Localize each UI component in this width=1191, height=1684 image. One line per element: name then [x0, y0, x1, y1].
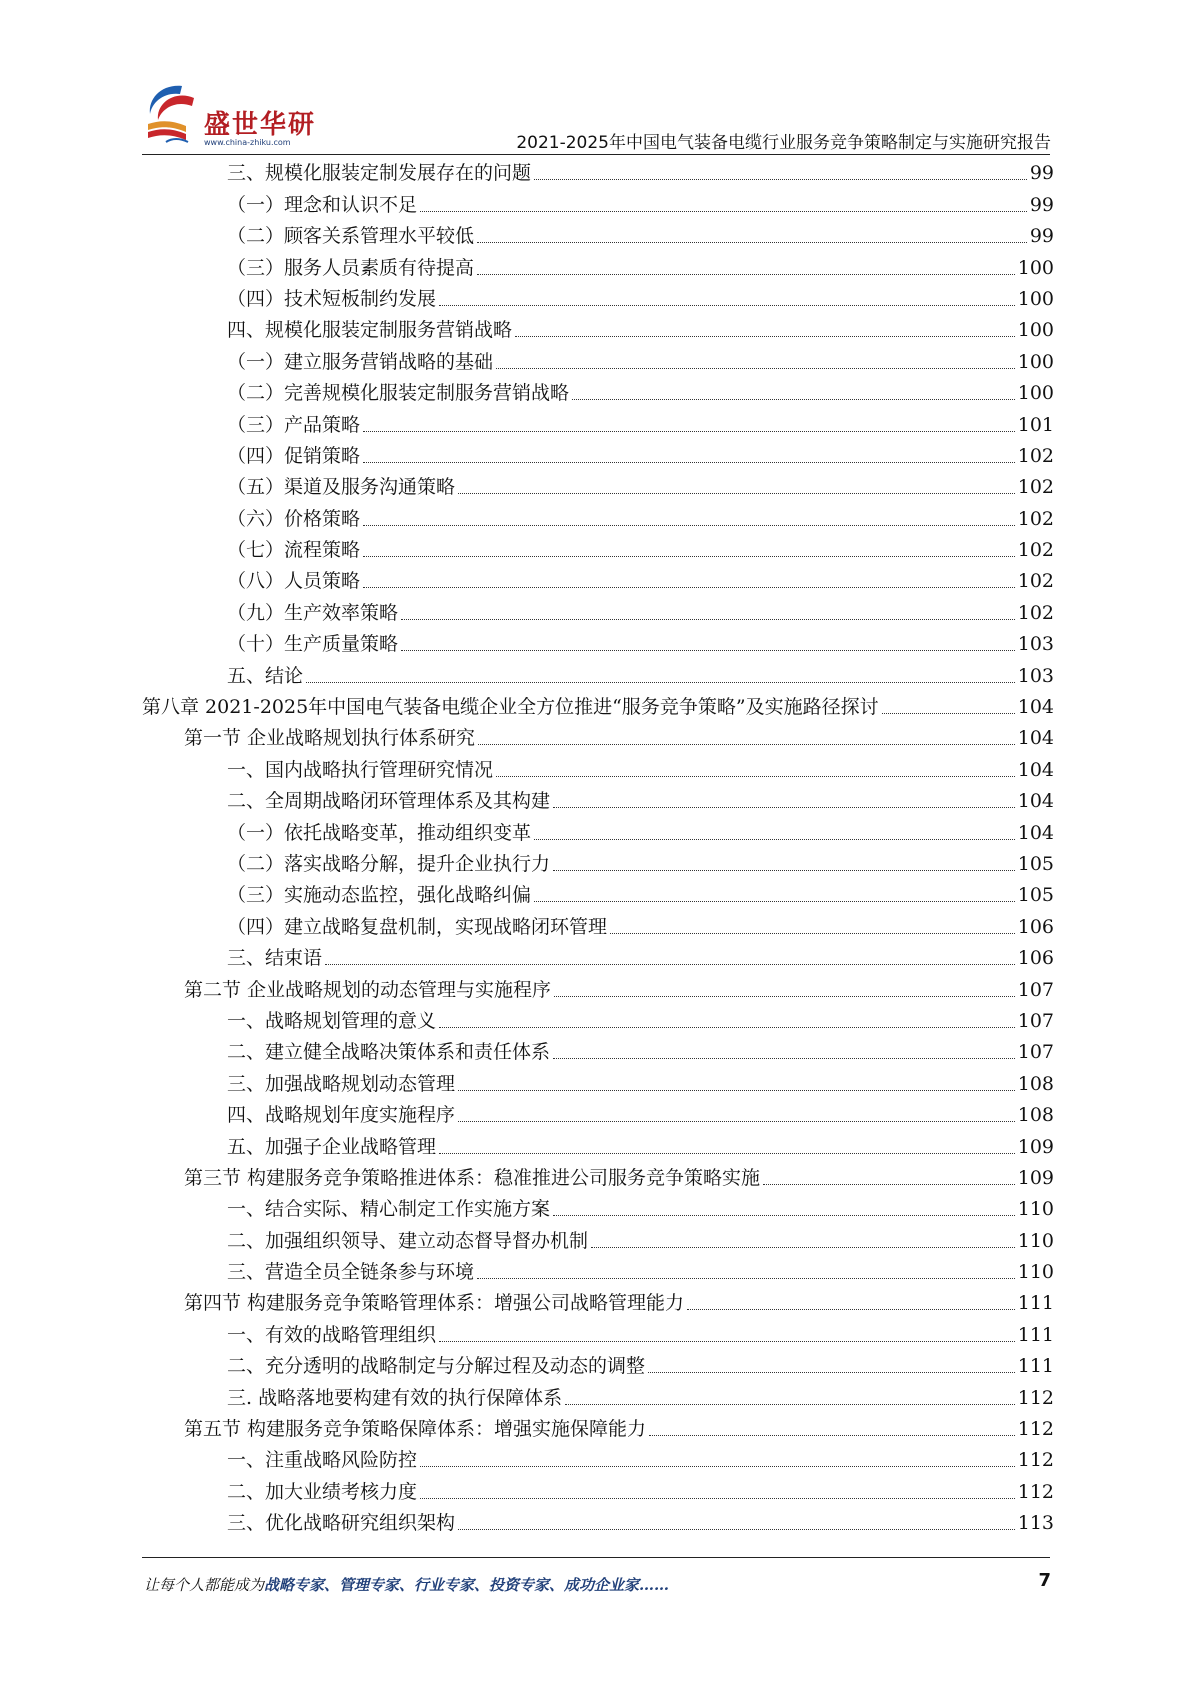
- toc-entry-label: 一、结合实际、精心制定工作实施方案: [227, 1198, 551, 1221]
- toc-entry-label: （二）顾客关系管理水平较低: [227, 225, 475, 248]
- toc-entry-label: 三、优化战略研究组织架构: [227, 1512, 456, 1535]
- toc-entry-page: 102: [1017, 444, 1054, 467]
- toc-dot-leader: [553, 807, 1015, 808]
- toc-entry[interactable]: [142, 221, 1054, 252]
- toc-entry-label: 二、全周期战略闭环管理体系及其构建: [227, 790, 551, 813]
- toc-entry-label: （一）理念和认识不足: [227, 193, 418, 216]
- toc-entry-page: 101: [1017, 413, 1054, 436]
- toc-entry-label: 第二节 企业战略规划的动态管理与实施程序: [184, 978, 552, 1001]
- toc-dot-leader: [477, 1278, 1015, 1279]
- toc-dot-leader: [553, 1215, 1015, 1216]
- toc-entry-page: 104: [1017, 758, 1054, 781]
- toc-entry-page: 112: [1017, 1480, 1054, 1503]
- toc-entry-page: 103: [1017, 664, 1054, 687]
- toc-entry[interactable]: [142, 786, 1054, 817]
- toc-entry-label: 四、战略规划年度实施程序: [227, 1104, 456, 1127]
- toc-entry[interactable]: [142, 1382, 1054, 1413]
- toc-dot-leader: [572, 399, 1015, 400]
- toc-entry[interactable]: [142, 817, 1054, 848]
- toc-dot-leader: [534, 839, 1015, 840]
- toc-entry-page: 103: [1017, 633, 1054, 656]
- toc-entry[interactable]: [142, 1414, 1054, 1445]
- toc-entry-page: 102: [1017, 601, 1054, 624]
- toc-entry-page: 104: [1017, 821, 1054, 844]
- toc-entry[interactable]: [142, 346, 1054, 377]
- toc-entry-label: 二、加大业绩考核力度: [227, 1480, 418, 1503]
- toc-entry[interactable]: [142, 1131, 1054, 1162]
- toc-entry-label: （三）产品策略: [227, 413, 361, 436]
- page-header: [0, 0, 1191, 153]
- toc-dot-leader: [363, 556, 1015, 557]
- toc-entry-label: （七）流程策略: [227, 539, 361, 562]
- toc-entry-page: 109: [1017, 1166, 1054, 1189]
- toc-entry-page: 110: [1017, 1261, 1054, 1284]
- toc-entry[interactable]: [142, 1445, 1054, 1476]
- toc-entry-label: 一、战略规划管理的意义: [227, 1009, 437, 1032]
- toc-entry[interactable]: [142, 974, 1054, 1005]
- toc-dot-leader: [420, 1498, 1015, 1499]
- toc-dot-leader: [458, 1090, 1015, 1091]
- footer-divider: [142, 1557, 1050, 1558]
- toc-entry[interactable]: [142, 535, 1054, 566]
- toc-entry-label: 五、结论: [227, 664, 304, 687]
- toc-entry-page: 104: [1017, 790, 1054, 813]
- toc-entry[interactable]: [142, 849, 1054, 880]
- toc-entry[interactable]: [142, 1006, 1054, 1037]
- toc-entry-label: （五）渠道及服务沟通策略: [227, 476, 456, 499]
- toc-entry[interactable]: [142, 1351, 1054, 1382]
- header-divider: [142, 154, 1050, 155]
- toc-entry-page: 99: [1029, 225, 1054, 248]
- toc-entry-label: （三）实施动态监控，强化战略纠偏: [227, 884, 532, 907]
- toc-dot-leader: [363, 462, 1015, 463]
- toc-entry-page: 111: [1017, 1355, 1054, 1378]
- report-title: 2021-2025年中国电气装备电缆行业服务竞争策略制定与实施研究报告: [516, 133, 1051, 153]
- footer-slogan-prefix: 让每个人都能成为: [144, 1576, 265, 1594]
- toc-dot-leader: [882, 713, 1015, 714]
- toc-dot-leader: [458, 1121, 1015, 1122]
- toc-entry[interactable]: [142, 597, 1054, 628]
- toc-dot-leader: [496, 776, 1015, 777]
- toc-entry-page: 100: [1017, 256, 1054, 279]
- toc-entry-label: 一、国内战略执行管理研究情况: [227, 758, 494, 781]
- toc-entry-label: （二）完善规模化服装定制服务营销战略: [227, 382, 570, 405]
- toc-entry-label: （九）生产效率策略: [227, 601, 399, 624]
- toc-entry-label: 第四节 构建服务竞争策略管理体系：增强公司战略管理能力: [184, 1292, 685, 1315]
- toc-entry-label: （八）人员策略: [227, 570, 361, 593]
- toc-dot-leader: [363, 431, 1015, 432]
- toc-entry[interactable]: [142, 284, 1054, 315]
- toc-entry-label: 二、加强组织领导、建立动态督导督办机制: [227, 1229, 589, 1252]
- toc-dot-leader: [458, 1529, 1015, 1530]
- toc-entry-label: 二、建立健全战略决策体系和责任体系: [227, 1041, 551, 1064]
- toc-entry[interactable]: [142, 723, 1054, 754]
- toc-entry-label: （六）价格策略: [227, 507, 361, 530]
- toc-entry-page: 105: [1017, 852, 1054, 875]
- toc-entry[interactable]: [142, 1288, 1054, 1319]
- toc-entry-page: 107: [1017, 1041, 1054, 1064]
- toc-entry-page: 99: [1029, 193, 1054, 216]
- toc-entry[interactable]: [142, 1476, 1054, 1507]
- toc-dot-leader: [477, 274, 1015, 275]
- toc-entry[interactable]: [142, 315, 1054, 346]
- toc-entry-label: 三、结束语: [227, 947, 323, 970]
- toc-entry-page: 108: [1017, 1104, 1054, 1127]
- footer-slogan: [144, 1574, 669, 1595]
- toc-entry-page: 107: [1017, 1009, 1054, 1032]
- toc-entry-label: （一）依托战略变革，推动组织变革: [227, 821, 532, 844]
- toc-entry-label: 三、营造全员全链条参与环境: [227, 1261, 475, 1284]
- company-logo: [142, 80, 317, 150]
- toc-dot-leader: [496, 368, 1015, 369]
- toc-entry[interactable]: [142, 189, 1054, 220]
- toc-dot-leader: [591, 1247, 1015, 1248]
- toc-dot-leader: [554, 996, 1015, 997]
- toc-entry-page: 100: [1017, 287, 1054, 310]
- toc-entry[interactable]: [142, 754, 1054, 785]
- toc-entry-page: 105: [1017, 884, 1054, 907]
- toc-entry-page: 112: [1017, 1449, 1054, 1472]
- toc-entry-label: 第一节 企业战略规划执行体系研究: [184, 727, 476, 750]
- toc-entry-label: （十）生产质量策略: [227, 633, 399, 656]
- toc-entry-page: 102: [1017, 570, 1054, 593]
- toc-entry[interactable]: [142, 252, 1054, 283]
- toc-entry-page: 106: [1017, 947, 1054, 970]
- toc-entry[interactable]: [142, 472, 1054, 503]
- toc-entry-page: 112: [1017, 1386, 1054, 1409]
- toc-entry-label: （四）建立战略复盘机制，实现战略闭环管理: [227, 915, 608, 938]
- toc-entry-page: 107: [1017, 978, 1054, 1001]
- toc-entry-label: 一、注重战略风险防控: [227, 1449, 418, 1472]
- toc-entry[interactable]: [142, 1068, 1054, 1099]
- toc-entry-label: 三、加强战略规划动态管理: [227, 1072, 456, 1095]
- toc-dot-leader: [439, 305, 1015, 306]
- logo-swirl-icon: [142, 80, 202, 148]
- table-of-contents: [142, 158, 1054, 1539]
- toc-dot-leader: [439, 1027, 1015, 1028]
- toc-entry[interactable]: [142, 1100, 1054, 1131]
- toc-dot-leader: [401, 650, 1015, 651]
- toc-entry-page: 110: [1017, 1198, 1054, 1221]
- toc-dot-leader: [306, 682, 1015, 683]
- toc-entry[interactable]: [142, 1194, 1054, 1225]
- footer-slogan-highlight: 战略专家、管理专家、行业专家、投资专家、成功企业家……: [264, 1576, 670, 1594]
- logo-name: 盛世华研: [204, 110, 317, 140]
- toc-entry-page: 100: [1017, 319, 1054, 342]
- toc-entry[interactable]: [142, 943, 1054, 974]
- toc-entry[interactable]: [142, 911, 1054, 942]
- toc-entry-page: 113: [1017, 1512, 1054, 1535]
- toc-dot-leader: [649, 1435, 1015, 1436]
- toc-entry-label: （一）建立服务营销战略的基础: [227, 350, 494, 373]
- toc-entry-page: 111: [1017, 1323, 1054, 1346]
- toc-dot-leader: [420, 1466, 1015, 1467]
- toc-dot-leader: [553, 870, 1015, 871]
- toc-entry-page: 102: [1017, 476, 1054, 499]
- toc-entry-page: 102: [1017, 539, 1054, 562]
- toc-entry-label: 一、有效的战略管理组织: [227, 1323, 437, 1346]
- toc-entry-page: 100: [1017, 350, 1054, 373]
- toc-dot-leader: [439, 1341, 1015, 1342]
- toc-entry[interactable]: [142, 692, 1054, 723]
- toc-dot-leader: [458, 493, 1015, 494]
- toc-entry-page: 102: [1017, 507, 1054, 530]
- toc-dot-leader: [439, 1153, 1015, 1154]
- toc-entry-label: 第三节 构建服务竞争策略推进体系：稳准推进公司服务竞争策略实施: [184, 1166, 761, 1189]
- toc-dot-leader: [763, 1184, 1015, 1185]
- toc-entry[interactable]: [142, 660, 1054, 691]
- toc-entry[interactable]: [142, 629, 1054, 660]
- toc-dot-leader: [610, 933, 1015, 934]
- toc-entry-page: 99: [1029, 162, 1054, 185]
- toc-entry-label: （四）促销策略: [227, 444, 361, 467]
- toc-dot-leader: [534, 179, 1027, 180]
- toc-entry-page: 104: [1017, 727, 1054, 750]
- toc-entry[interactable]: [142, 441, 1054, 472]
- toc-dot-leader: [420, 211, 1027, 212]
- toc-entry[interactable]: [142, 158, 1054, 189]
- logo-url: www.china-zhiku.com: [204, 138, 291, 147]
- toc-entry[interactable]: [142, 880, 1054, 911]
- toc-entry-label: （四）技术短板制约发展: [227, 287, 437, 310]
- toc-dot-leader: [477, 242, 1027, 243]
- toc-entry-label: 四、规模化服装定制服务营销战略: [227, 319, 513, 342]
- toc-entry-label: 第五节 构建服务竞争策略保障体系：增强实施保障能力: [184, 1418, 647, 1441]
- toc-entry[interactable]: [142, 1508, 1054, 1539]
- toc-entry-label: （三）服务人员素质有待提高: [227, 256, 475, 279]
- toc-dot-leader: [363, 587, 1015, 588]
- toc-dot-leader: [534, 901, 1015, 902]
- toc-entry[interactable]: [142, 378, 1054, 409]
- toc-entry-page: 110: [1017, 1229, 1054, 1252]
- toc-entry[interactable]: [142, 409, 1054, 440]
- toc-entry-label: 第八章 2021-2025年中国电气装备电缆企业全方位推进“服务竞争策略”及实施路径探讨: [142, 696, 879, 719]
- toc-entry-page: 100: [1017, 382, 1054, 405]
- toc-dot-leader: [478, 744, 1015, 745]
- toc-entry-label: （二）落实战略分解，提升企业执行力: [227, 852, 551, 875]
- toc-entry[interactable]: [142, 1225, 1054, 1256]
- toc-dot-leader: [553, 1058, 1015, 1059]
- toc-entry-page: 104: [1017, 696, 1054, 719]
- page-number: 7: [1038, 1570, 1051, 1591]
- toc-entry[interactable]: [142, 1163, 1054, 1194]
- toc-entry[interactable]: [142, 1037, 1054, 1068]
- toc-entry-page: 109: [1017, 1135, 1054, 1158]
- toc-dot-leader: [515, 336, 1015, 337]
- toc-dot-leader: [363, 525, 1015, 526]
- toc-dot-leader: [565, 1404, 1015, 1405]
- toc-entry-page: 108: [1017, 1072, 1054, 1095]
- toc-entry-page: 112: [1017, 1418, 1054, 1441]
- toc-entry[interactable]: [142, 1257, 1054, 1288]
- toc-entry-label: 三. 战略落地要构建有效的执行保障体系: [227, 1386, 563, 1409]
- toc-entry-label: 二、充分透明的战略制定与分解过程及动态的调整: [227, 1355, 646, 1378]
- toc-dot-leader: [687, 1309, 1015, 1310]
- toc-dot-leader: [325, 964, 1015, 965]
- toc-entry[interactable]: [142, 1319, 1054, 1350]
- toc-entry-page: 106: [1017, 915, 1054, 938]
- toc-dot-leader: [401, 619, 1015, 620]
- toc-dot-leader: [648, 1372, 1015, 1373]
- toc-entry-page: 111: [1017, 1292, 1054, 1315]
- toc-entry[interactable]: [142, 566, 1054, 597]
- toc-entry[interactable]: [142, 503, 1054, 534]
- toc-entry-label: 五、加强子企业战略管理: [227, 1135, 437, 1158]
- toc-entry-label: 三、规模化服装定制发展存在的问题: [227, 162, 532, 185]
